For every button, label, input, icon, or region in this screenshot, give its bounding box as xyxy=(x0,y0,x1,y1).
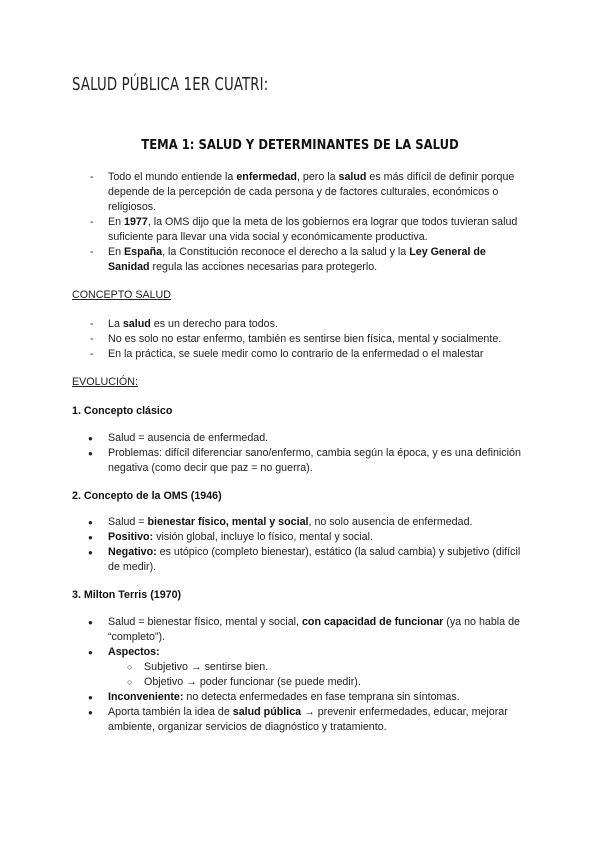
list-item: ● Aspectos: ○ Subjetivo → sentirse bien. ○ Objetivo → poder funcionar (se puede medir). xyxy=(0,645,600,690)
list-item: - No es solo no estar enfermo, también es sentirse bien física, mental y socialmente. xyxy=(0,332,600,347)
list-item: ● Problemas: difícil diferenciar sano/enfermo, cambia según la época, y es una definición negativa (como decir que paz = no guerra). xyxy=(0,446,600,476)
list-item: ● Positivo: visión global, incluye lo físico, mental y social. xyxy=(0,530,600,545)
list-item: - La salud es un derecho para todos. xyxy=(0,317,600,332)
oms-list xyxy=(0,515,600,575)
clasico-list xyxy=(0,431,600,476)
sub-list-item: ○ Objetivo → poder funcionar (se puede medir). xyxy=(0,675,530,690)
clasico-heading: 1. Concepto clásico xyxy=(72,405,173,417)
list-item: - En 1977, la OMS dijo que la meta de los gobiernos era lograr que todos tuvieran salud suficiente para llevar una vida social y económicamente productiva. xyxy=(0,215,600,245)
sub-list-item: ○ Subjetivo → sentirse bien. xyxy=(0,660,530,675)
document-title: SALUD PÚBLICA 1ER CUATRI: xyxy=(72,74,269,95)
oms-heading: 2. Concepto de la OMS (1946) xyxy=(72,490,222,502)
evolucion-heading: EVOLUCIÓN: xyxy=(72,376,138,388)
list-item: - En España, la Constitución reconoce el derecho a la salud y la Ley General de Sanidad regula las acciones necesarias para protegerlo. xyxy=(0,245,600,275)
list-item: ● Aporta también la idea de salud pública → prevenir enfermedades, educar, mejorar ambiente, organizar servicios de diagnóstico y tratamiento. xyxy=(0,705,600,735)
concepto-list xyxy=(0,317,600,362)
list-item: - Todo el mundo entiende la enfermedad, pero la salud es más difícil de definir porque depende de la percepción de cada persona y de factores culturales, económicos o religiosos. xyxy=(0,170,600,215)
concepto-heading: CONCEPTO SALUD xyxy=(72,289,171,301)
list-item: ● Salud = bienestar físico, mental y social, con capacidad de funcionar (ya no habla de “completo”). xyxy=(0,615,600,645)
list-item: ● Salud = ausencia de enfermedad. xyxy=(0,431,600,446)
terris-list xyxy=(0,615,600,735)
list-item: - En la práctica, se suele medir como lo contrario de la enfermedad o el malestar xyxy=(0,347,600,362)
list-item: ● Salud = bienestar físico, mental y social, no solo ausencia de enfermedad. xyxy=(0,515,600,530)
list-item: ● Negativo: es utópico (completo bienestar), estático (la salud cambia) y subjetivo (difícil de medir). xyxy=(0,545,600,575)
list-item: ● Inconveniente: no detecta enfermedades en fase temprana sin síntomas. xyxy=(0,690,600,705)
intro-list xyxy=(0,170,600,275)
tema-title: TEMA 1: SALUD Y DETERMINANTES DE LA SALUD xyxy=(141,137,459,153)
terris-heading: 3. Milton Terris (1970) xyxy=(72,589,182,601)
